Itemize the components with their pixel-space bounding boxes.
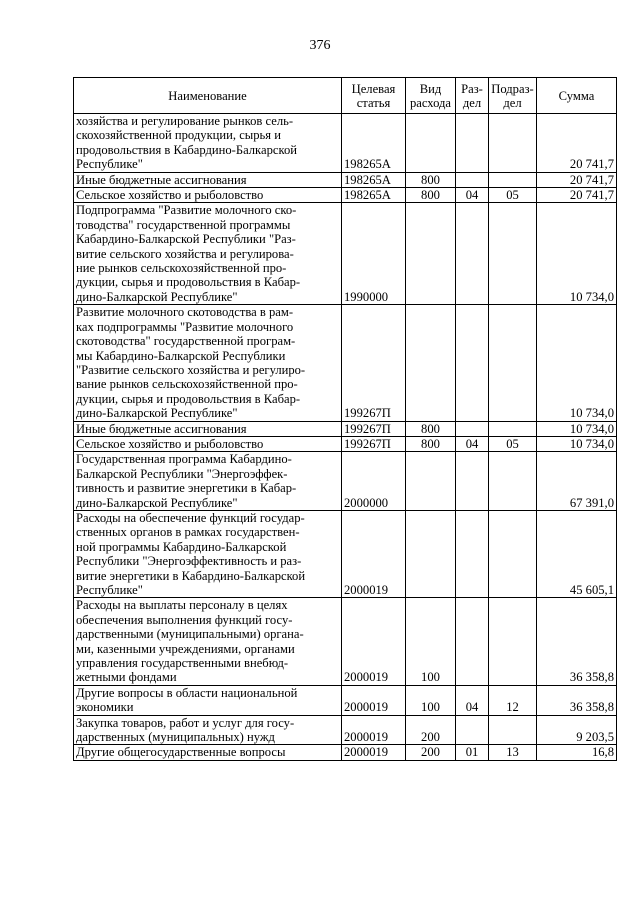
header-name: Наименование [74, 78, 342, 114]
row-section: 04 [456, 685, 489, 715]
table-row [74, 745, 617, 760]
row-kind [406, 510, 456, 597]
table-row [74, 685, 617, 715]
row-target: 2000019 [342, 715, 406, 745]
table-row [74, 172, 617, 187]
row-target: 2000019 [342, 685, 406, 715]
row-name: Закупка товаров, работ и услуг для госу- дарственных (муниципальных) нужд [74, 715, 342, 745]
row-target: 2000019 [342, 598, 406, 685]
row-section: 04 [456, 436, 489, 451]
row-target: 199267П [342, 305, 406, 421]
table-row [74, 305, 617, 421]
row-sum: 10 734,0 [537, 421, 617, 436]
header-section: Раз- дел [456, 78, 489, 114]
row-sum: 10 734,0 [537, 436, 617, 451]
header-target: Целевая статья [342, 78, 406, 114]
row-name: Другие вопросы в области национальной экономики [74, 685, 342, 715]
row-name: Развитие молочного скотоводства в рам- ках подпрограммы "Развитие молочного скотоводства" государственной програм- мы Кабардино-Балкарской Республики "Развитие сельского хозяйства и регулиро- вание рынков сельскохозяйственной про- дукции, сырья и продовольствия в Кабар- дино-Балкарской Республике" [74, 305, 342, 421]
row-section [456, 452, 489, 511]
table-row [74, 436, 617, 451]
header-kind: Вид расхода [406, 78, 456, 114]
row-sum: 10 734,0 [537, 305, 617, 421]
row-target: 2000019 [342, 745, 406, 760]
row-subsection [489, 510, 537, 597]
table-row [74, 452, 617, 511]
table-row [74, 114, 617, 173]
row-name: Иные бюджетные ассигнования [74, 421, 342, 436]
header-sum: Сумма [537, 78, 617, 114]
row-target: 199267П [342, 421, 406, 436]
row-kind [406, 114, 456, 173]
row-sum: 16,8 [537, 745, 617, 760]
row-sum: 45 605,1 [537, 510, 617, 597]
row-target: 199267П [342, 436, 406, 451]
row-sum: 36 358,8 [537, 685, 617, 715]
row-name: Сельское хозяйство и рыболовство [74, 188, 342, 203]
row-section [456, 598, 489, 685]
row-name: Расходы на обеспечение функций государ- ственных органов в рамках государствен- ной программы Кабардино-Балкарской Республики "Энергоэффективность и раз- витие энергетики в Кабардино-Балкарской Республике" [74, 510, 342, 597]
row-section [456, 172, 489, 187]
table-row [74, 510, 617, 597]
row-sum: 10 734,0 [537, 203, 617, 305]
row-name: Сельское хозяйство и рыболовство [74, 436, 342, 451]
row-sum: 20 741,7 [537, 188, 617, 203]
row-section: 01 [456, 745, 489, 760]
row-section [456, 114, 489, 173]
budget-table [73, 77, 617, 761]
row-subsection: 05 [489, 188, 537, 203]
row-subsection: 13 [489, 745, 537, 760]
row-kind: 800 [406, 436, 456, 451]
row-sum: 36 358,8 [537, 598, 617, 685]
row-sum: 20 741,7 [537, 114, 617, 173]
row-name: хозяйства и регулирование рынков сель- скохозяйственной продукции, сырья и продовольствия в Кабардино-Балкарской Республике" [74, 114, 342, 173]
row-target: 198265А [342, 188, 406, 203]
row-subsection [489, 598, 537, 685]
row-kind: 100 [406, 598, 456, 685]
row-kind: 200 [406, 715, 456, 745]
row-name: Другие общегосударственные вопросы [74, 745, 342, 760]
row-target: 198265А [342, 172, 406, 187]
row-subsection [489, 305, 537, 421]
row-kind: 800 [406, 421, 456, 436]
row-section [456, 715, 489, 745]
row-sum: 20 741,7 [537, 172, 617, 187]
row-subsection [489, 172, 537, 187]
row-sum: 67 391,0 [537, 452, 617, 511]
table-row [74, 598, 617, 685]
row-section [456, 305, 489, 421]
row-sum: 9 203,5 [537, 715, 617, 745]
row-target: 198265А [342, 114, 406, 173]
row-kind: 800 [406, 188, 456, 203]
row-kind [406, 305, 456, 421]
row-subsection: 05 [489, 436, 537, 451]
page-number: 376 [309, 38, 331, 53]
row-kind: 800 [406, 172, 456, 187]
row-name: Расходы на выплаты персоналу в целях обеспечения выполнения функций госу- дарственными (муниципальными) органа- ми, казенными учреждениями, органами управления государственными внебюд- жетными фондами [74, 598, 342, 685]
row-target: 1990000 [342, 203, 406, 305]
row-kind [406, 203, 456, 305]
row-section: 04 [456, 188, 489, 203]
row-subsection [489, 715, 537, 745]
row-kind: 100 [406, 685, 456, 715]
row-subsection: 12 [489, 685, 537, 715]
row-kind [406, 452, 456, 511]
row-name: Подпрограмма "Развитие молочного ско- товодства" государственной программы Кабардино-Балкарской Республики "Раз- витие сельского хозяйства и регулирова- ние рынков сельскохозяйственной про- дукции, сырья и продовольствия в Кабар- дино-Балкарской Республике" [74, 203, 342, 305]
table-row [74, 188, 617, 203]
table-row [74, 421, 617, 436]
row-subsection [489, 421, 537, 436]
row-target: 2000019 [342, 510, 406, 597]
row-target: 2000000 [342, 452, 406, 511]
row-section [456, 421, 489, 436]
row-name: Государственная программа Кабардино- Балкарской Республики "Энергоэффек- тивность и развитие энергетики в Кабар- дино-Балкарской Республике" [74, 452, 342, 511]
row-section [456, 510, 489, 597]
row-subsection [489, 452, 537, 511]
row-subsection [489, 114, 537, 173]
table-row [74, 203, 617, 305]
row-name: Иные бюджетные ассигнования [74, 172, 342, 187]
header-subsection: Подраз- дел [489, 78, 537, 114]
table-row [74, 715, 617, 745]
table-header-row [74, 78, 617, 114]
row-section [456, 203, 489, 305]
row-subsection [489, 203, 537, 305]
row-kind: 200 [406, 745, 456, 760]
